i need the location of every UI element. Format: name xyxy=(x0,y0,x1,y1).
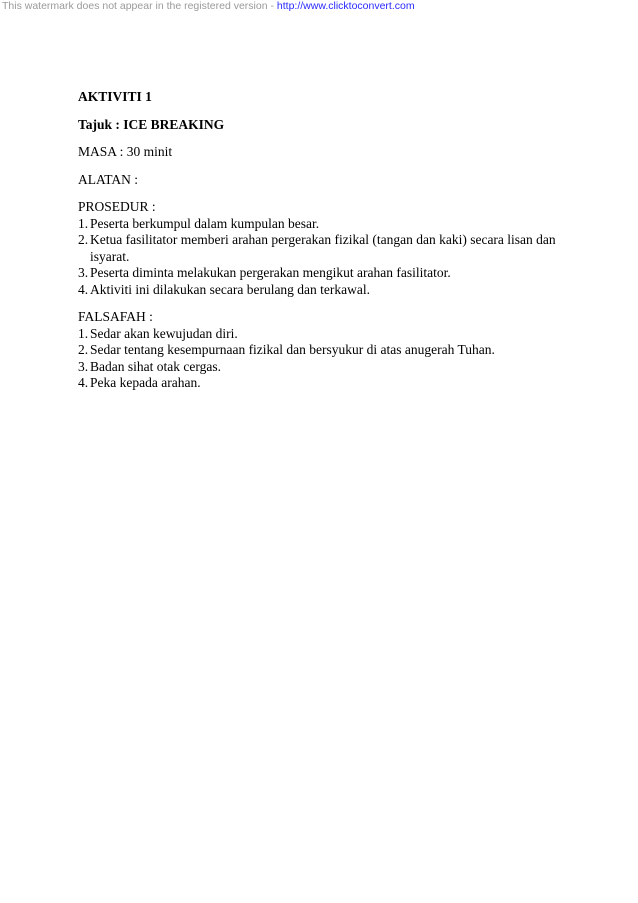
list-item-number: 1. xyxy=(78,325,89,341)
list-item-number: 4. xyxy=(78,281,89,297)
prosedur-heading: PROSEDUR : xyxy=(78,199,156,214)
list-item-number: 4. xyxy=(78,375,89,390)
list-item xyxy=(78,265,578,282)
masa-line: MASA : 30 minit xyxy=(78,144,173,159)
list-item-number: 2. xyxy=(78,342,89,357)
list-item-number: 1. xyxy=(78,215,89,231)
list-item xyxy=(78,326,578,343)
watermark-link[interactable]: http://www.clicktoconvert.com xyxy=(276,0,415,12)
falsafah-heading: FALSAFAH : xyxy=(78,309,153,324)
list-item-text: Peka kepada arahan. xyxy=(90,375,201,390)
list-item xyxy=(78,216,578,233)
tajuk-line: Tajuk : ICE BREAKING xyxy=(78,116,225,132)
list-item-number: 3. xyxy=(78,358,89,374)
document-body xyxy=(78,89,578,392)
alatan-line: ALATAN : xyxy=(78,171,139,187)
list-item-text: Sedar tentang kesempurnaan fizikal dan bersyukur di atas anugerah Tuhan. xyxy=(90,342,495,357)
list-item-text: Sedar akan kewujudan diri. xyxy=(90,325,238,341)
prosedur-list xyxy=(78,216,578,299)
list-item-text: Peserta diminta melakukan pergerakan mengikut arahan fasilitator. xyxy=(90,265,451,280)
list-item xyxy=(78,232,578,265)
list-item xyxy=(78,375,578,392)
list-item-number: 2. xyxy=(78,232,89,247)
falsafah-list xyxy=(78,326,578,392)
list-item-text: Ketua fasilitator memberi arahan pergerakan fizikal (tangan dan kaki) secara lisan dan isyarat. xyxy=(90,232,556,264)
watermark-text: This watermark does not appear in the registered version - xyxy=(2,0,277,12)
list-item-text: Peserta berkumpul dalam kumpulan besar. xyxy=(90,215,320,231)
list-item xyxy=(78,282,578,299)
watermark-banner xyxy=(2,0,415,13)
list-item-text: Aktiviti ini dilakukan secara berulang dan terkawal. xyxy=(90,281,371,297)
list-item xyxy=(78,359,578,376)
list-item-text: Badan sihat otak cergas. xyxy=(90,358,221,374)
list-item xyxy=(78,342,578,359)
activity-title: AKTIVITI 1 xyxy=(78,89,152,104)
list-item-number: 3. xyxy=(78,265,89,280)
